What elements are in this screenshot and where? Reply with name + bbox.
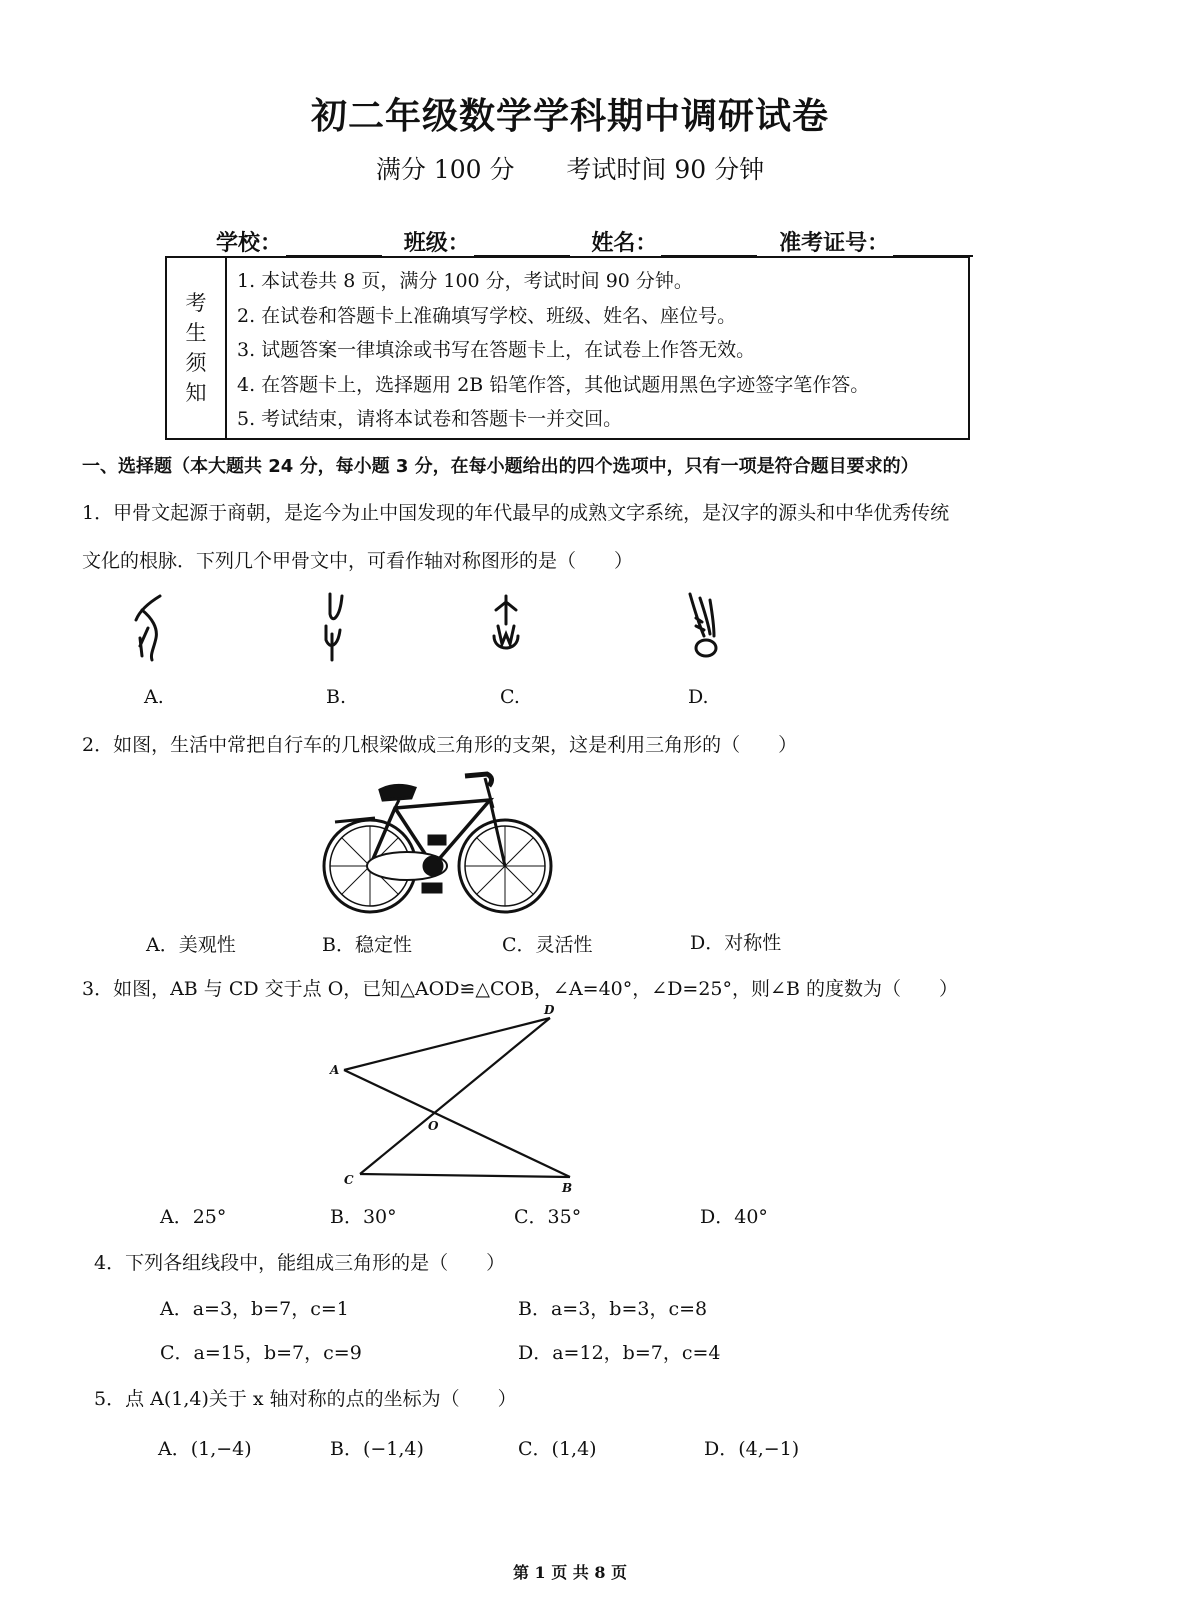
notice-char: 生	[185, 321, 207, 345]
q4-option-a[interactable]: A．a=3，b=7，c=1	[160, 1298, 349, 1320]
q3-option-d[interactable]: D．40°	[700, 1206, 768, 1228]
notice-item: 1. 本试卷共 8 页，满分 100 分，考试时间 90 分钟。	[237, 270, 693, 292]
exam-title: 初二年级数学学科期中调研试卷	[310, 96, 829, 137]
glyph-d-icon	[690, 594, 716, 656]
notice-item: 3. 试题答案一律填涂或书写在答题卡上，在试卷上作答无效。	[237, 339, 756, 361]
student-info-row	[216, 226, 987, 257]
class-blank[interactable]	[474, 235, 570, 257]
point-c-label: C	[344, 1173, 354, 1187]
q4-option-b[interactable]: B．a=3，b=3，c=8	[518, 1298, 708, 1320]
section-heading: 一、选择题（本大题共 24 分，每小题 3 分，在每小题给出的四个选项中，只有一项是符合题目要求的）	[82, 456, 919, 477]
q4-option-c[interactable]: C．a=15，b=7，c=9	[160, 1342, 362, 1364]
q1-line2: 文化的根脉．下列几个甲骨文中，可看作轴对称图形的是（ ）	[82, 550, 634, 572]
notice-item: 2. 在试卷和答题卡上准确填写学校、班级、姓名、座位号。	[237, 304, 737, 327]
glyph-c-icon	[494, 596, 518, 648]
notice-char: 知	[185, 381, 207, 405]
q4-option-d[interactable]: D．a=12，b=7，c=4	[518, 1342, 721, 1364]
bicycle-figure	[315, 768, 560, 918]
q5-option-c[interactable]: C．(1,4)	[518, 1438, 597, 1460]
q3-option-c[interactable]: C．35°	[514, 1206, 582, 1228]
exam-id-label: 准考证号：	[779, 231, 890, 256]
triangle-figure	[320, 1002, 580, 1202]
q2-option-b[interactable]: B．稳定性	[322, 934, 412, 956]
point-o-label: O	[428, 1119, 439, 1133]
school-label: 学校：	[216, 231, 283, 256]
page-footer: 第 1 页 共 8 页	[512, 1563, 628, 1582]
q5-stem: 5．点 A(1,4)关于 x 轴对称的点的坐标为（ ）	[94, 1388, 517, 1410]
q1-option-d[interactable]: D.	[688, 686, 709, 708]
name-blank[interactable]	[661, 235, 757, 257]
q1-option-b[interactable]: B.	[326, 686, 347, 708]
q1-option-c[interactable]: C.	[500, 686, 520, 708]
name-label: 姓名：	[591, 231, 658, 256]
notice-list	[227, 258, 869, 438]
q2-option-a[interactable]: A．美观性	[146, 934, 236, 956]
class-label: 班级：	[403, 231, 470, 256]
exam-subtitle	[0, 150, 1140, 186]
q5-option-d[interactable]: D．(4,−1)	[704, 1438, 800, 1460]
point-d-label: D	[544, 1003, 555, 1017]
oracle-bone-glyphs	[120, 588, 740, 668]
notice-item: 4. 在答题卡上，选择题用 2B 铅笔作答，其他试题用黑色字迹签字笔作答。	[237, 373, 870, 396]
school-blank[interactable]	[286, 235, 382, 257]
notice-item: 5. 考试结束，请将本试卷和答题卡一并交回。	[237, 408, 623, 430]
q4-stem: 4．下列各组线段中，能组成三角形的是（ ）	[94, 1252, 506, 1274]
q5-option-b[interactable]: B．(−1,4)	[330, 1438, 424, 1460]
notice-side-label	[167, 258, 227, 438]
point-a-label: A	[330, 1063, 340, 1077]
notice-char: 须	[185, 351, 207, 375]
q1-line1: 1．甲骨文起源于商朝，是迄今为止中国发现的年代最早的成熟文字系统，是汉字的源头和中华优秀传统	[82, 502, 950, 524]
exam-id-blank[interactable]	[893, 235, 973, 257]
glyph-a-icon	[136, 596, 160, 660]
q5-option-a[interactable]: A．(1,−4)	[158, 1438, 252, 1460]
q1-option-a[interactable]: A.	[144, 686, 164, 708]
q3-stem: 3．如图，AB 与 CD 交于点 O，已知△AOD≌△COB，∠A=40°，∠D=25°，则∠B 的度数为（ ）	[82, 978, 958, 1000]
q2-option-c[interactable]: C．灵活性	[502, 934, 593, 956]
exam-time: 考试时间 90 分钟	[566, 155, 765, 184]
q3-option-a[interactable]: A．25°	[160, 1206, 227, 1228]
q3-option-b[interactable]: B．30°	[330, 1206, 397, 1228]
full-score: 满分 100 分	[375, 155, 515, 184]
q2-option-d[interactable]: D．对称性	[690, 932, 782, 954]
glyph-b-icon	[326, 594, 342, 660]
exam-notice-box	[165, 256, 970, 440]
q2-stem: 2．如图，生活中常把自行车的几根梁做成三角形的支架，这是利用三角形的（ ）	[82, 734, 798, 756]
point-b-label: B	[562, 1181, 573, 1195]
notice-char: 考	[185, 291, 207, 315]
